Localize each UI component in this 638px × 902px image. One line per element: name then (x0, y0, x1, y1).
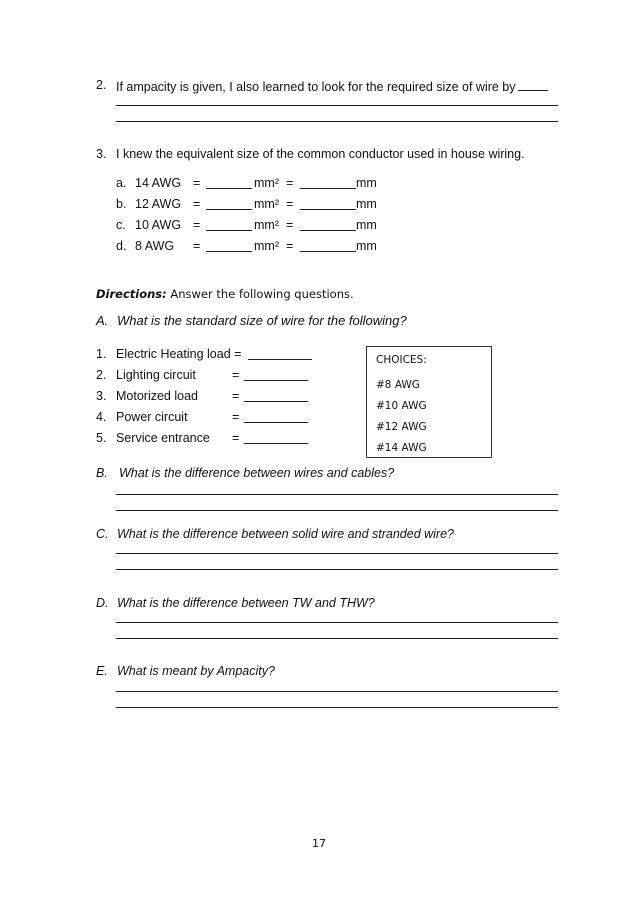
section-e-answer-line-1[interactable] (116, 691, 558, 692)
section-d-letter: D. (96, 596, 109, 610)
section-b-letter: B. (96, 466, 108, 480)
answer-blank[interactable] (248, 347, 312, 360)
page-number: 17 (312, 837, 326, 850)
choices-title: CHOICES: (376, 354, 427, 366)
mm-blank[interactable] (300, 218, 356, 231)
section-e-letter: E. (96, 664, 108, 678)
section-c-letter: C. (96, 527, 109, 541)
section-c-answer-line-1[interactable] (116, 553, 558, 554)
choice-item: #8 AWG (376, 379, 420, 391)
section-b-answer-line-2[interactable] (116, 510, 558, 511)
directions: Directions: Answer the following questions. (96, 287, 354, 301)
section-d-answer-line-2[interactable] (116, 638, 558, 639)
section-b-title: What is the difference between wires and cables? (119, 466, 395, 480)
q2-answer-line-1[interactable] (116, 105, 558, 106)
section-b-answer-line-1[interactable] (116, 494, 558, 495)
choice-item: #10 AWG (376, 400, 427, 412)
choice-item: #14 AWG (376, 442, 427, 454)
answer-blank[interactable] (244, 431, 308, 444)
choice-item: #12 AWG (376, 421, 427, 433)
mm2-blank[interactable] (206, 239, 252, 252)
section-d-answer-line-1[interactable] (116, 622, 558, 623)
mm-blank[interactable] (300, 239, 356, 252)
answer-blank[interactable] (244, 368, 308, 381)
q2-number: 2. (96, 78, 107, 92)
mm-blank[interactable] (300, 176, 356, 189)
mm-blank[interactable] (300, 197, 356, 210)
answer-blank[interactable] (244, 410, 308, 423)
q2-inline-blank[interactable] (518, 78, 548, 91)
q2-text: If ampacity is given, I also learned to look for the required size of wire by (116, 78, 550, 94)
section-d-title: What is the difference between TW and THW? (117, 596, 375, 610)
answer-blank[interactable] (244, 389, 308, 402)
section-a-title: What is the standard size of wire for the following? (117, 313, 407, 328)
mm2-blank[interactable] (206, 197, 252, 210)
section-e-answer-line-2[interactable] (116, 707, 558, 708)
section-c-title: What is the difference between solid wire and stranded wire? (117, 527, 454, 541)
q3-text: I knew the equivalent size of the common conductor used in house wiring. (116, 147, 525, 161)
q3-number: 3. (96, 147, 107, 161)
mm2-blank[interactable] (206, 176, 252, 189)
section-a-letter: A. (96, 313, 109, 328)
section-c-answer-line-2[interactable] (116, 569, 558, 570)
mm2-blank[interactable] (206, 218, 252, 231)
q2-answer-line-2[interactable] (116, 121, 558, 122)
section-e-title: What is meant by Ampacity? (117, 664, 275, 678)
choices-box (366, 346, 492, 458)
